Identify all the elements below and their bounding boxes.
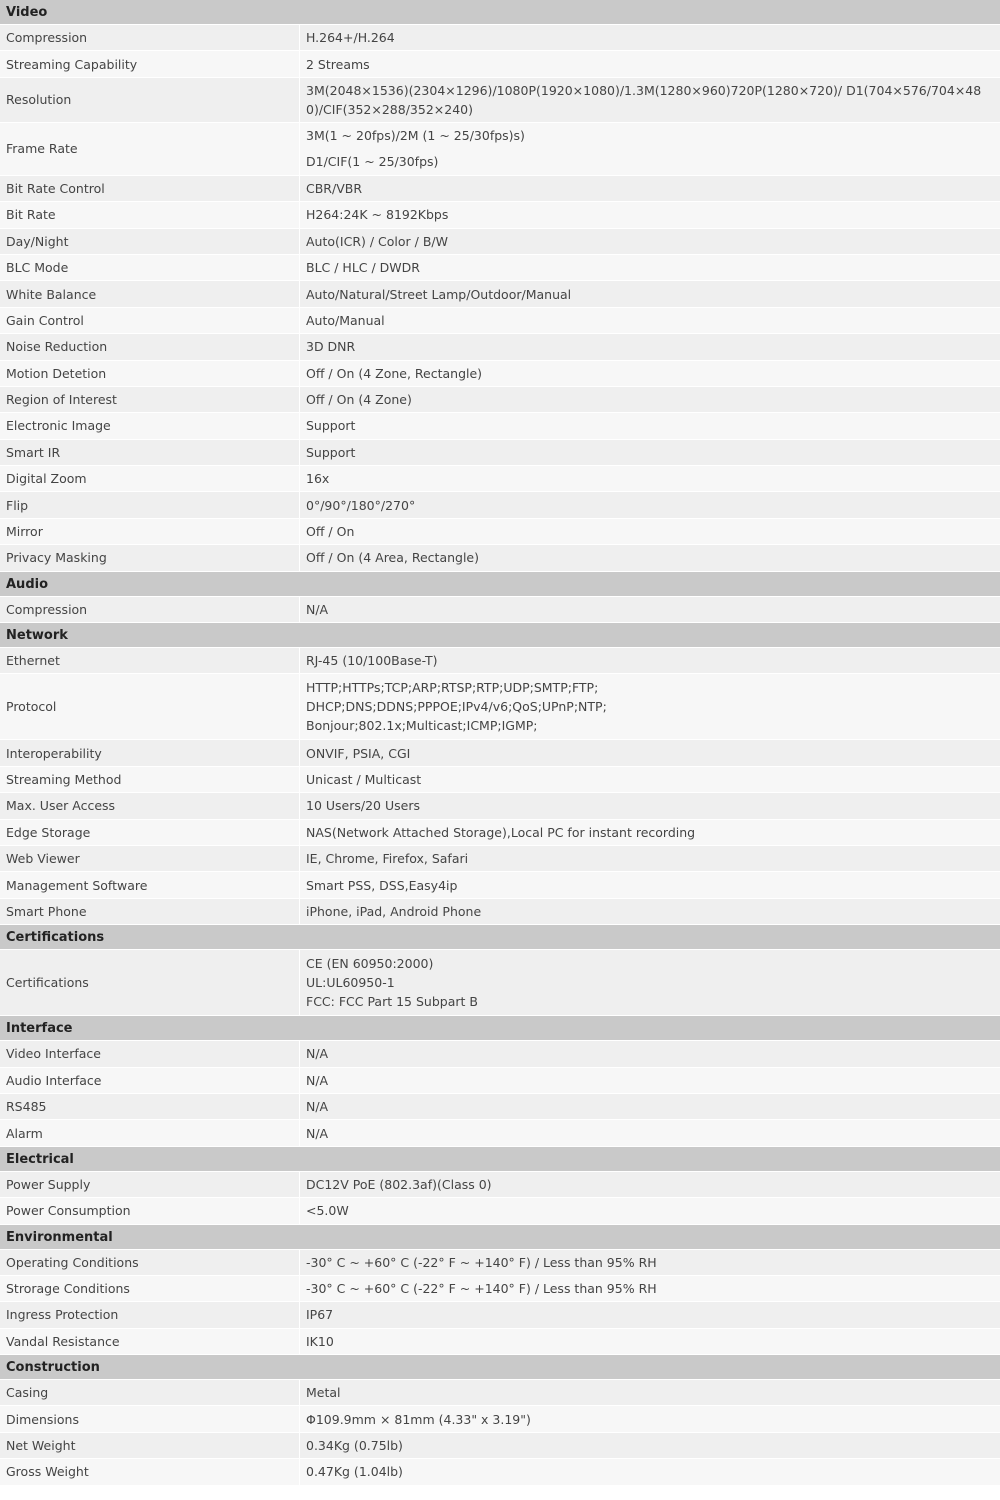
spec-label: Compression — [0, 597, 300, 622]
spec-value-line: Smart PSS, DSS,Easy4ip — [306, 877, 458, 893]
spec-row — [0, 597, 1000, 623]
spec-value — [300, 25, 1000, 50]
spec-value — [300, 648, 1000, 673]
spec-value — [300, 123, 1000, 175]
spec-row — [0, 123, 1000, 176]
spec-label: Protocol — [0, 674, 300, 739]
spec-label: Casing — [0, 1380, 300, 1405]
spec-label: Ethernet — [0, 648, 300, 673]
spec-row — [0, 202, 1000, 228]
spec-value-line: DC12V PoE (802.3af)(Class 0) — [306, 1176, 492, 1192]
spec-row — [0, 229, 1000, 255]
spec-value — [300, 1302, 1000, 1327]
spec-label: Strorage Conditions — [0, 1276, 300, 1301]
spec-row — [0, 440, 1000, 466]
spec-row — [0, 1276, 1000, 1302]
spec-row — [0, 25, 1000, 51]
spec-row — [0, 1302, 1000, 1328]
spec-value — [300, 361, 1000, 386]
spec-value-line: N/A — [306, 1072, 329, 1088]
spec-value — [300, 413, 1000, 438]
spec-value — [300, 387, 1000, 412]
spec-row — [0, 674, 1000, 740]
spec-value-line: 0.47Kg (1.04lb) — [306, 1464, 403, 1480]
spec-row — [0, 176, 1000, 202]
spec-value — [300, 1329, 1000, 1354]
spec-row — [0, 872, 1000, 898]
spec-label: Interoperability — [0, 740, 300, 765]
spec-row — [0, 1329, 1000, 1355]
spec-value — [300, 281, 1000, 306]
spec-label: Operating Conditions — [0, 1250, 300, 1275]
spec-value-line: HTTP;HTTPs;TCP;ARP;RTSP;RTP;UDP;SMTP;FTP; — [306, 680, 599, 696]
spec-value — [300, 820, 1000, 845]
spec-value — [300, 440, 1000, 465]
spec-label: Electronic Image — [0, 413, 300, 438]
section-header-certifications: Certifications — [0, 925, 1000, 950]
spec-row — [0, 1380, 1000, 1406]
spec-value-line: NAS(Network Attached Storage),Local PC for instant recording — [306, 824, 696, 840]
spec-label: Ingress Protection — [0, 1302, 300, 1327]
spec-row — [0, 361, 1000, 387]
spec-value — [300, 740, 1000, 765]
spec-value-line: Bonjour;802.1x;Multicast;ICMP;IGMP; — [306, 718, 538, 734]
spec-value-line: 16x — [306, 471, 330, 487]
spec-row — [0, 1198, 1000, 1224]
spec-value — [300, 1276, 1000, 1301]
spec-value-line: BLC / HLC / DWDR — [306, 260, 420, 276]
spec-label: Max. User Access — [0, 793, 300, 818]
spec-value — [300, 793, 1000, 818]
spec-row — [0, 1094, 1000, 1120]
spec-value — [300, 1406, 1000, 1431]
spec-row — [0, 78, 1000, 123]
spec-row — [0, 1250, 1000, 1276]
spec-value-line: N/A — [306, 1099, 329, 1115]
spec-row — [0, 255, 1000, 281]
spec-value-line: Off / On (4 Area, Rectangle) — [306, 550, 480, 566]
spec-value — [300, 545, 1000, 570]
spec-value-line: D1/CIF(1 ~ 25/30fps) — [306, 153, 439, 169]
spec-label: Privacy Masking — [0, 545, 300, 570]
spec-label: Bit Rate — [0, 202, 300, 227]
spec-value-line: Auto/Manual — [306, 312, 385, 328]
spec-value-line: DHCP;DNS;DDNS;PPPOE;IPv4/v6;QoS;UPnP;NTP; — [306, 699, 607, 715]
spec-row — [0, 466, 1000, 492]
spec-value-line: Auto(ICR) / Color / B/W — [306, 233, 448, 249]
spec-row — [0, 519, 1000, 545]
spec-value — [300, 1433, 1000, 1458]
spec-value — [300, 176, 1000, 201]
spec-value-line: Unicast / Multicast — [306, 772, 422, 787]
spec-value-line: UL:UL60950-1 — [306, 975, 395, 991]
spec-value — [300, 334, 1000, 359]
spec-value-line: H.264+/H.264 — [306, 30, 395, 46]
spec-value — [300, 51, 1000, 76]
spec-value-line: ONVIF, PSIA, CGI — [306, 745, 411, 761]
spec-value — [300, 1198, 1000, 1223]
spec-value — [300, 1068, 1000, 1093]
spec-label: Net Weight — [0, 1433, 300, 1458]
spec-label: White Balance — [0, 281, 300, 306]
section-header-network: Network — [0, 623, 1000, 648]
spec-value-line: N/A — [306, 1046, 329, 1062]
spec-value-line: 0.34Kg (0.75lb) — [306, 1438, 403, 1454]
spec-value — [300, 202, 1000, 227]
spec-value-line: IK10 — [306, 1333, 334, 1349]
spec-row — [0, 793, 1000, 819]
spec-label: BLC Mode — [0, 255, 300, 280]
spec-label: Resolution — [0, 78, 300, 122]
spec-value-line: CE (EN 60950:2000) — [306, 956, 434, 972]
spec-value — [300, 846, 1000, 871]
spec-value-line: Off / On (4 Zone) — [306, 392, 412, 408]
section-header-electrical: Electrical — [0, 1147, 1000, 1172]
spec-value — [300, 1120, 1000, 1145]
spec-label: Alarm — [0, 1120, 300, 1145]
spec-row — [0, 545, 1000, 571]
spec-value — [300, 1459, 1000, 1484]
spec-value-line: 2 Streams — [306, 56, 370, 72]
spec-value-line: RJ-45 (10/100Base-T) — [306, 653, 438, 669]
spec-value-line: Support — [306, 444, 356, 460]
spec-value-line: 3D DNR — [306, 339, 356, 355]
spec-label: Management Software — [0, 872, 300, 897]
section-header-environmental: Environmental — [0, 1225, 1000, 1250]
spec-row — [0, 387, 1000, 413]
spec-row — [0, 950, 1000, 1016]
spec-value — [300, 1172, 1000, 1197]
spec-row — [0, 1120, 1000, 1146]
spec-label: Noise Reduction — [0, 334, 300, 359]
spec-label: Region of Interest — [0, 387, 300, 412]
spec-label: Edge Storage — [0, 820, 300, 845]
spec-label: Day/Night — [0, 229, 300, 254]
section-header-interface: Interface — [0, 1016, 1000, 1041]
spec-value — [300, 1041, 1000, 1066]
spec-value-line: N/A — [306, 1125, 329, 1141]
spec-value-line: Off / On (4 Zone, Rectangle) — [306, 365, 483, 381]
spec-value — [300, 78, 1000, 122]
spec-label: Power Consumption — [0, 1198, 300, 1223]
spec-row — [0, 308, 1000, 334]
spec-label: Mirror — [0, 519, 300, 544]
spec-row — [0, 820, 1000, 846]
spec-value — [300, 519, 1000, 544]
spec-value — [300, 466, 1000, 491]
spec-value-line: Support — [306, 418, 356, 434]
spec-label: Power Supply — [0, 1172, 300, 1197]
spec-value-line: iPhone, iPad, Android Phone — [306, 903, 482, 919]
spec-label: Gross Weight — [0, 1459, 300, 1484]
spec-label: Flip — [0, 492, 300, 517]
spec-row — [0, 1041, 1000, 1067]
spec-label: Digital Zoom — [0, 466, 300, 491]
spec-label: Bit Rate Control — [0, 176, 300, 201]
spec-row — [0, 899, 1000, 925]
spec-value-line: Auto/Natural/Street Lamp/Outdoor/Manual — [306, 286, 572, 302]
spec-value-line: Φ109.9mm × 81mm (4.33" x 3.19") — [306, 1411, 531, 1427]
section-header-construction: Construction — [0, 1355, 1000, 1380]
spec-row — [0, 413, 1000, 439]
spec-value-line: <5.0W — [306, 1203, 349, 1219]
spec-value-line: 3M(1 ~ 20fps)/2M (1 ~ 25/30fps)s) — [306, 127, 525, 143]
spec-row — [0, 334, 1000, 360]
section-header-audio: Audio — [0, 572, 1000, 597]
spec-value — [300, 308, 1000, 333]
spec-value-line: -30° C ~ +60° C (-22° F ~ +140° F) / Less than 95% RH — [306, 1254, 657, 1270]
spec-value-line: 3M(2048×1536)(2304×1296)/1080P(1920×1080)/1.3M(1280×960)720P(1280×720)/ D1(704×576/704×480)/CIF(352×288/352×240) — [306, 82, 982, 117]
spec-label: Dimensions — [0, 1406, 300, 1431]
spec-row — [0, 1172, 1000, 1198]
spec-label: Audio Interface — [0, 1068, 300, 1093]
spec-value-line: IE, Chrome, Firefox, Safari — [306, 851, 469, 867]
spec-value-line: Off / On — [306, 524, 355, 540]
spec-row — [0, 740, 1000, 766]
spec-row — [0, 492, 1000, 518]
spec-label: Compression — [0, 25, 300, 50]
spec-value-line: N/A — [306, 601, 329, 617]
spec-row — [0, 1068, 1000, 1094]
spec-label: Streaming Method — [0, 767, 300, 792]
spec-row — [0, 846, 1000, 872]
spec-label: Smart Phone — [0, 899, 300, 924]
spec-row — [0, 1459, 1000, 1485]
spec-row — [0, 1406, 1000, 1432]
spec-label: Vandal Resistance — [0, 1329, 300, 1354]
spec-value — [300, 899, 1000, 924]
spec-value-line: Metal — [306, 1385, 341, 1401]
spec-row — [0, 51, 1000, 77]
spec-value — [300, 950, 1000, 1015]
spec-label: Video Interface — [0, 1041, 300, 1066]
spec-value-line: 10 Users/20 Users — [306, 798, 420, 814]
spec-value — [300, 767, 1000, 792]
spec-label: Certifications — [0, 950, 300, 1015]
spec-row — [0, 1433, 1000, 1459]
spec-label: Gain Control — [0, 308, 300, 333]
spec-value-line: IP67 — [306, 1307, 334, 1323]
spec-value — [300, 597, 1000, 622]
spec-row — [0, 281, 1000, 307]
spec-label: Motion Detetion — [0, 361, 300, 386]
spec-value — [300, 674, 1000, 739]
spec-value — [300, 1250, 1000, 1275]
spec-value-line: 0°/90°/180°/270° — [306, 497, 416, 513]
spec-row — [0, 648, 1000, 674]
spec-value — [300, 492, 1000, 517]
spec-value-line: -30° C ~ +60° C (-22° F ~ +140° F) / Less than 95% RH — [306, 1281, 657, 1297]
spec-value-line: CBR/VBR — [306, 180, 363, 196]
spec-label: Web Viewer — [0, 846, 300, 871]
spec-label: Frame Rate — [0, 123, 300, 175]
spec-value — [300, 255, 1000, 280]
spec-value — [300, 872, 1000, 897]
spec-value — [300, 1094, 1000, 1119]
spec-value — [300, 229, 1000, 254]
spec-row — [0, 767, 1000, 793]
section-header-video: Video — [0, 0, 1000, 25]
spec-label: Streaming Capability — [0, 51, 300, 76]
spec-label: Smart IR — [0, 440, 300, 465]
spec-value-line: FCC: FCC Part 15 Subpart B — [306, 994, 478, 1010]
spec-value — [300, 1380, 1000, 1405]
spec-value-line: H264:24K ~ 8192Kbps — [306, 207, 449, 223]
spec-label: RS485 — [0, 1094, 300, 1119]
